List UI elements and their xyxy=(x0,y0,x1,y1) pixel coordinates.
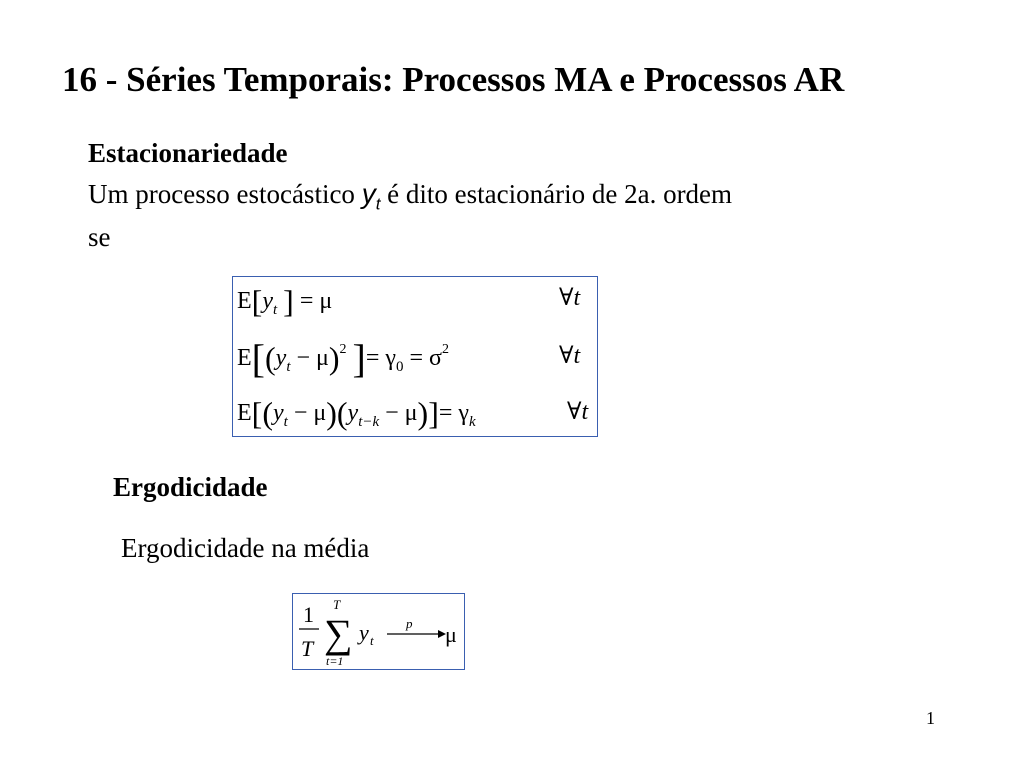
definition-text-before: Um processo estocástico xyxy=(88,179,362,209)
convergence-label: p xyxy=(406,616,413,631)
stationarity-definition-line2: se xyxy=(88,222,111,252)
sum-lower-limit: t=1 xyxy=(326,654,344,668)
ergodicity-formula xyxy=(293,594,466,671)
stationarity-definition-line1 xyxy=(88,178,732,215)
equation-mean: $E[y_t$ ] = μ ∀t xyxy=(237,283,581,319)
variable-yt: $y_t$ xyxy=(361,178,381,214)
fraction-numerator: 1 xyxy=(303,602,314,627)
fraction-denominator: T xyxy=(301,636,314,661)
page-number: 1 xyxy=(926,708,935,728)
equation-variance: $E[(y_t - \mu)^2$ ]= $\gamma_0 = \sigma^2$ ∀t xyxy=(237,336,581,381)
ergodicity-heading: Ergodicidade xyxy=(113,472,268,502)
definition-text-after: é dito estacionário de 2a. ordem xyxy=(380,179,733,209)
slide-title: 16 - Séries Temporais: Processos MA e Processos AR xyxy=(62,60,845,99)
sum-upper-limit: T xyxy=(333,597,341,612)
summand-y: y xyxy=(359,620,369,645)
sigma-icon: ∑ xyxy=(324,611,353,656)
summand-sub: t xyxy=(370,633,374,648)
ergodicity-formula-box xyxy=(292,593,465,670)
ergodicity-subheading: Ergodicidade na média xyxy=(121,533,370,563)
limit-mu: μ xyxy=(445,622,457,647)
equation-autocovariance: $E[(y_t - \mu)(y_{t-k} - \mu)]= \gamma_k$ ∀t xyxy=(237,395,589,431)
stationarity-equations-box xyxy=(232,276,598,437)
stationarity-heading: Estacionariedade xyxy=(88,138,288,168)
